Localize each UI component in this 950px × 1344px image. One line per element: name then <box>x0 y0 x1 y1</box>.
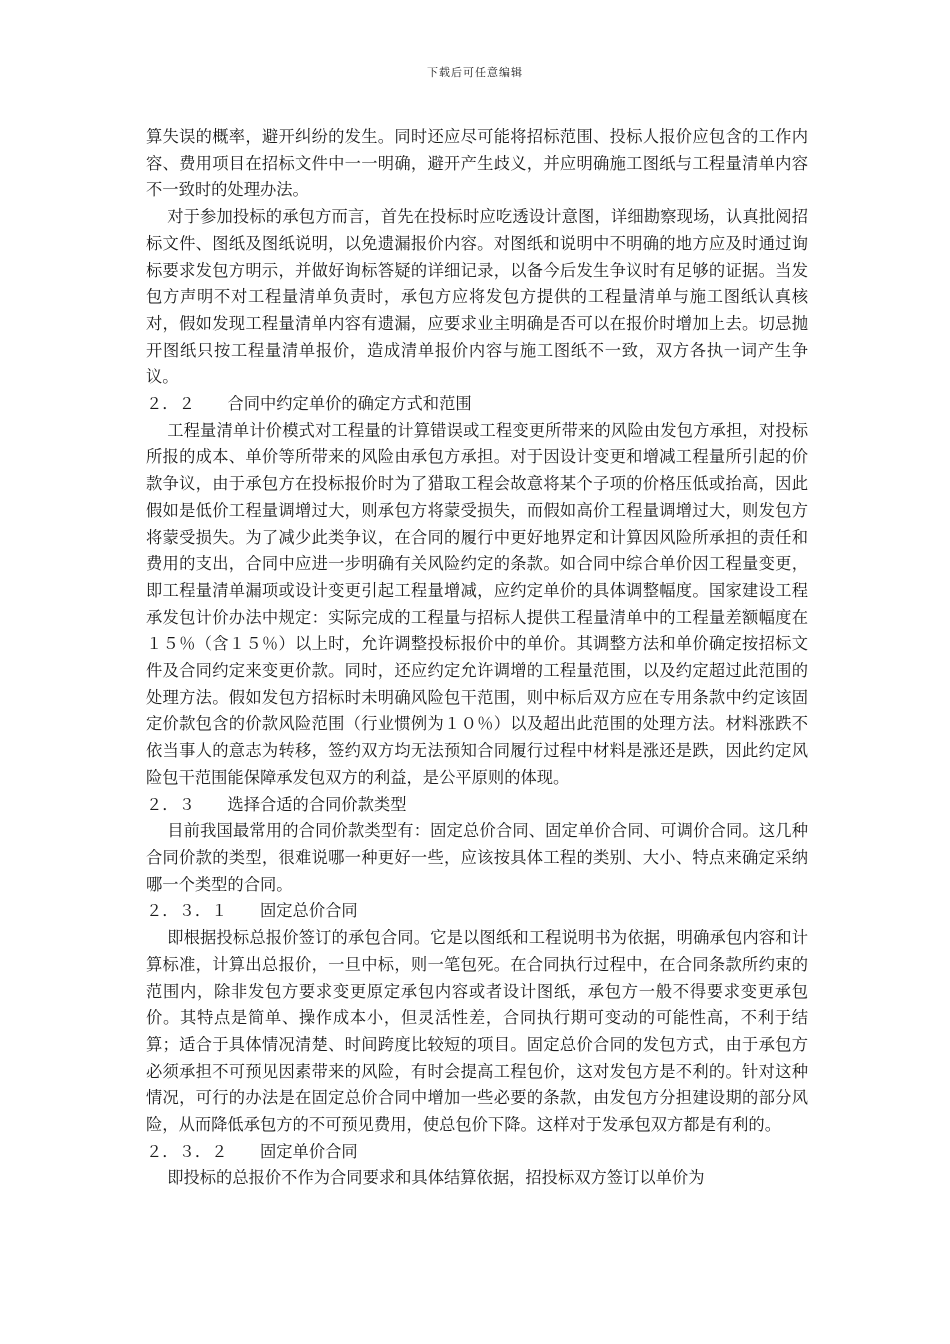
paragraph-fixed-total-price: 即根据投标总报价签订的承包合同。它是以图纸和工程说明书为依据，明确承包内容和计算标准，计算出总报价，一旦中标，则一笔包死。在合同执行过程中，在合同条款所约束的范围内，除非发包方要求变更原定承包内容或者设计图纸，承包方一般不得要求变更承包价。其特点是简单、操作成本小，但灵活性差，合同执行期可变动的可能性高，不利于结算；适合于具体情况清楚、时间跨度比较短的项目。固定总价合同的发包方式，由于承包方必须承担不可预见因素带来的风险，有时会提高工程包价，这对发包方是不利的。针对这种情况，可行的办法是在固定总价合同中增加一些必要的条款，由发包方分担建设期的部分风险，从而降低承包方的不可预见费用，使总包价下降。这样对于发承包双方都是有利的。 <box>146 928 808 1135</box>
paragraph-contract-types: 目前我国最常用的合同价款类型有：固定总价合同、固定单价合同、可调价合同。这几种合同价款的类型，很难说哪一种更好一些，应该按具体工程的类别、大小、特点来确定采纳哪一个类型的合同。 <box>146 821 808 894</box>
section-heading-2-3: ２．３ 选择合适的合同价款类型 <box>146 794 407 814</box>
paragraph-fixed-unit-price: 即投标的总报价不作为合同要求和具体结算依据，招投标双方签订以单价为 <box>167 1168 705 1188</box>
section-heading-2-3-1: ２．３．１ 固定总价合同 <box>146 901 358 921</box>
section-heading-2-3-2: ２．３．２ 固定单价合同 <box>146 1141 358 1161</box>
paragraph-continuation: 算失误的概率，避开纠纷的发生。同时还应尽可能将招标范围、投标人报价应包含的工作内容、费用项目在招标文件中一一明确，避开产生歧义，并应明确施工图纸与工程量清单内容不一致时的处理办法。 <box>146 127 808 200</box>
document-body <box>146 124 808 1192</box>
section-heading-2-2: ２．２ 合同中约定单价的确定方式和范围 <box>146 394 472 414</box>
paragraph-contractor-bidding: 对于参加投标的承包方而言，首先在投标时应吃透设计意图，详细勘察现场，认真批阅招标文件、图纸及图纸说明，以免遗漏报价内容。对图纸和说明中不明确的地方应及时通过询标要求发包方明示，并做好询标答疑的详细记录，以备今后发生争议时有足够的证据。当发包方声明不对工程量清单负责时，承包方应将发包方提供的工程量清单与施工图纸认真核对，假如发现工程量清单内容有遗漏，应要求业主明确是否可以在报价时增加上去。切忌抛开图纸只按工程量清单报价，造成清单报价内容与施工图纸不一致，双方各执一词产生争议。 <box>146 207 808 387</box>
paragraph-unit-price-risk: 工程量清单计价模式对工程量的计算错误或工程变更所带来的风险由发包方承担，对投标所报的成本、单价等所带来的风险由承包方承担。对于因设计变更和增减工程量所引起的价款争议，由于承包方在投标报价时为了猎取工程会故意将某个子项的价格压低或抬高，因此假如是低价工程量调增过大，则承包方将蒙受损失，而假如高价工程量调增过大，则发包方将蒙受损失。为了减少此类争议，在合同的履行中更好地界定和计算因风险所承担的责任和费用的支出，合同中应进一步明确有关风险约定的条款。如合同中综合单价因工程量变更，即工程量清单漏项或设计变更引起工程量增减，应约定单价的具体调整幅度。国家建设工程承发包计价办法中规定：实际完成的工程量与招标人提供工程量清单中的工程量差额幅度在１５％（含１５％）以上时，允许调整投标报价中的单价。其调整方法和单价确定按招标文件及合同约定来变更价款。同时，还应约定允许调增的工程量范围，以及约定超过此范围的处理方法。假如发包方招标时未明确风险包干范围，则中标后双方应在专用条款中约定该固定价款包含的价款风险范围（行业惯例为１０％）以及超出此范围的处理方法。材料涨跌不依当事人的意志为转移，签约双方均无法预知合同履行过程中材料是涨还是跌，因此约定风险包干范围能保障承发包双方的利益，是公平原则的体现。 <box>146 420 808 787</box>
page-header-note: 下载后可任意编辑 <box>427 66 523 79</box>
